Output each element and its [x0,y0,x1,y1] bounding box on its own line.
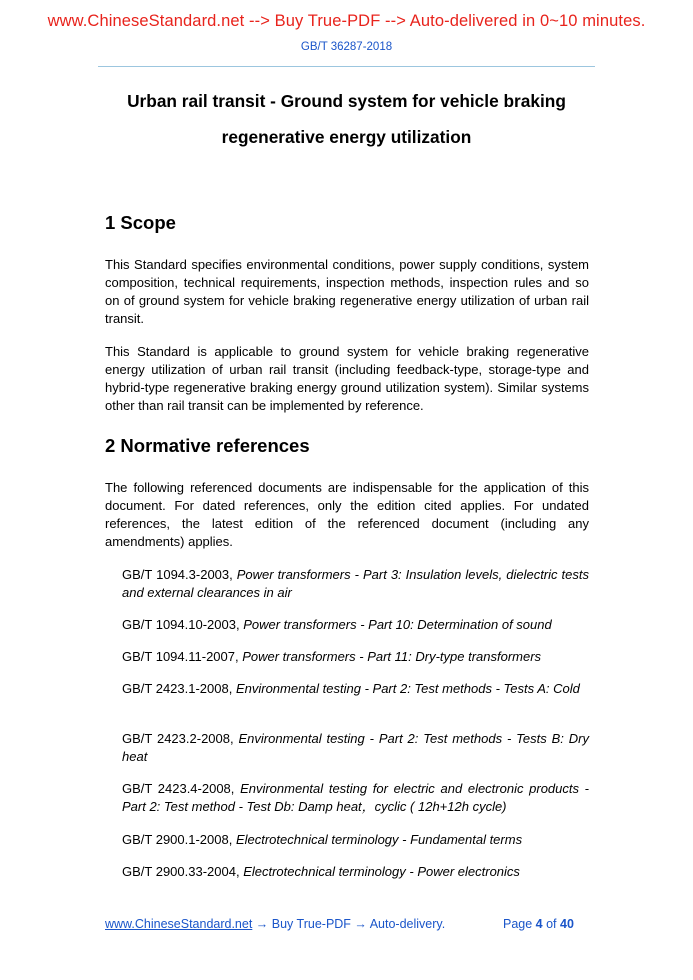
footer-promo-text: → Buy True-PDF → Auto-delivery. [252,917,446,931]
reference-code: GB/T 2900.1-2008, [122,832,236,847]
reference-code: GB/T 1094.3-2003, [122,567,237,582]
reference-title: Environmental testing - Part 2: Test methods - Tests B: Dry heat [122,731,589,764]
scope-paragraph-1: This Standard specifies environmental conditions, power supply conditions, system composition, technical requirements, inspection methods, inspection rules and so on of ground system for vehicle braking regenerative energy utilization of urban rail transit. [105,257,589,326]
reference-code: GB/T 1094.10-2003, [122,617,244,632]
reference-code: GB/T 2423.2-2008, [122,731,239,746]
reference-item [122,648,589,666]
reference-item [122,831,589,849]
reference-item [122,566,589,602]
reference-item [122,730,589,766]
reference-item [122,616,589,634]
references-intro-paragraph: The following referenced documents are indispensable for the application of this document. For dated references, only the edition cited applies. For undated references, the latest edition of the referenced document (including any amendments) applies. [105,480,589,549]
reference-title: Electrotechnical terminology - Fundamental terms [235,832,523,847]
reference-title: Power transformers - Part 10: Determination of sound [243,617,552,632]
top-banner[interactable]: www.ChineseStandard.net --> Buy True-PDF --> Auto-delivered in 0~10 minutes. [47,12,646,30]
footer-promo [105,917,445,931]
footer-site-link[interactable]: www.ChineseStandard.net [105,917,253,931]
reference-code: GB/T 2423.1-2008, [122,681,236,696]
reference-title: Environmental testing for electric and electronic products - Part 2: Test method - Test Db: Damp heat，cyclic ( 12h+12h cycle) [122,781,589,814]
total-pages: 40 [560,917,574,931]
reference-code: GB/T 2900.33-2004, [122,864,244,879]
reference-code: GB/T 1094.11-2007, [122,649,243,664]
page-label: Page [503,917,536,931]
reference-item [122,680,589,698]
reference-title: Power transformers - Part 3: Insulation levels, dielectric tests and external clearances in air [122,567,589,600]
standard-code: GB/T 36287-2018 [300,41,393,53]
document-title-line-2: regenerative energy utilization [221,127,472,147]
reference-title: Electrotechnical terminology - Power electronics [243,864,520,879]
reference-item [122,780,589,816]
section-heading-normative-references: 2 Normative references [105,435,310,456]
page-indicator [503,917,574,931]
of-label: of [542,917,560,931]
reference-title: Environmental testing - Part 2: Test methods - Tests A: Cold [235,681,580,696]
section-heading-scope: 1 Scope [105,212,176,233]
scope-paragraph-2: This Standard is applicable to ground system for vehicle braking regenerative energy utilization of urban rail transit (including feedback-type, storage-type and hybrid-type regenerative braking energy ground utilization system). Similar systems other than rail transit can be implemented by reference. [105,344,589,413]
header-divider [98,66,595,67]
reference-code: GB/T 2423.4-2008, [122,781,241,796]
page-number: 4 [535,917,543,931]
reference-item [122,863,589,881]
reference-title: Power transformers - Part 11: Dry-type transformers [242,649,542,664]
document-title-line-1: Urban rail transit - Ground system for vehicle braking [127,91,566,111]
